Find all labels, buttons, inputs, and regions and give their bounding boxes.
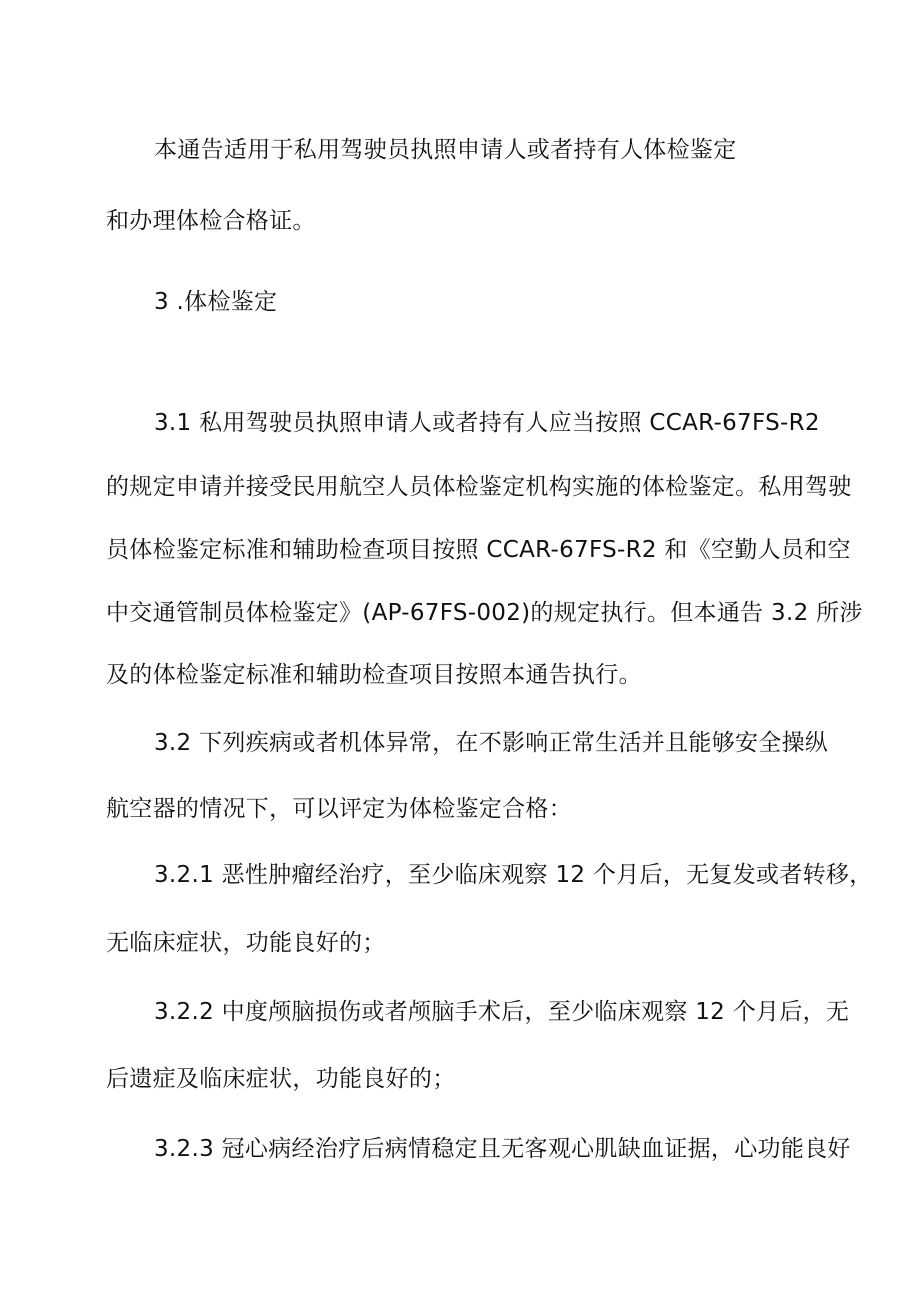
section-3-2-2-line-2: 后遗症及临床症状，功能良好的； <box>106 1066 456 1092</box>
section-3-2-1-line-2: 无临床症状，功能良好的； <box>106 930 386 956</box>
intro-line-1: 本通告适用于私用驾驶员执照申请人或者持有人体检鉴定 <box>154 137 737 163</box>
section-3-1-line-5: 及的体检鉴定标准和辅助检查项目按照本通告执行。 <box>106 662 642 688</box>
section-3-1-line-4: 中交通管制员体检鉴定》(AP-67FS-002)的规定执行。但本通告 3.2 所涉 <box>106 600 863 626</box>
section-3-2-3-line-1: 3.2.3 冠心病经治疗后病情稳定且无客观心肌缺血证据，心功能良好 <box>154 1136 851 1162</box>
section-3-2-line-1: 3.2 下列疾病或者机体异常，在不影响正常生活并且能够安全操纵 <box>154 730 829 756</box>
section-3-heading: 3 .体检鉴定 <box>154 289 278 315</box>
section-3-1-line-3: 员体检鉴定标准和辅助检查项目按照 CCAR-67FS-R2 和《空勤人员和空 <box>106 537 851 563</box>
section-3-2-2-line-1: 3.2.2 中度颅脑损伤或者颅脑手术后，至少临床观察 12 个月后，无 <box>154 999 850 1025</box>
section-3-1-line-1: 3.1 私用驾驶员执照申请人或者持有人应当按照 CCAR-67FS-R2 <box>154 410 820 436</box>
section-3-2-line-2: 航空器的情况下，可以评定为体检鉴定合格： <box>106 796 572 822</box>
intro-line-2: 和办理体检合格证。 <box>106 208 316 234</box>
section-3-1-line-2: 的规定申请并接受民用航空人员体检鉴定机构实施的体检鉴定。私用驾驶 <box>106 474 852 500</box>
section-3-2-1-line-1: 3.2.1 恶性肿瘤经治疗，至少临床观察 12 个月后，无复发或者转移， <box>154 862 873 888</box>
